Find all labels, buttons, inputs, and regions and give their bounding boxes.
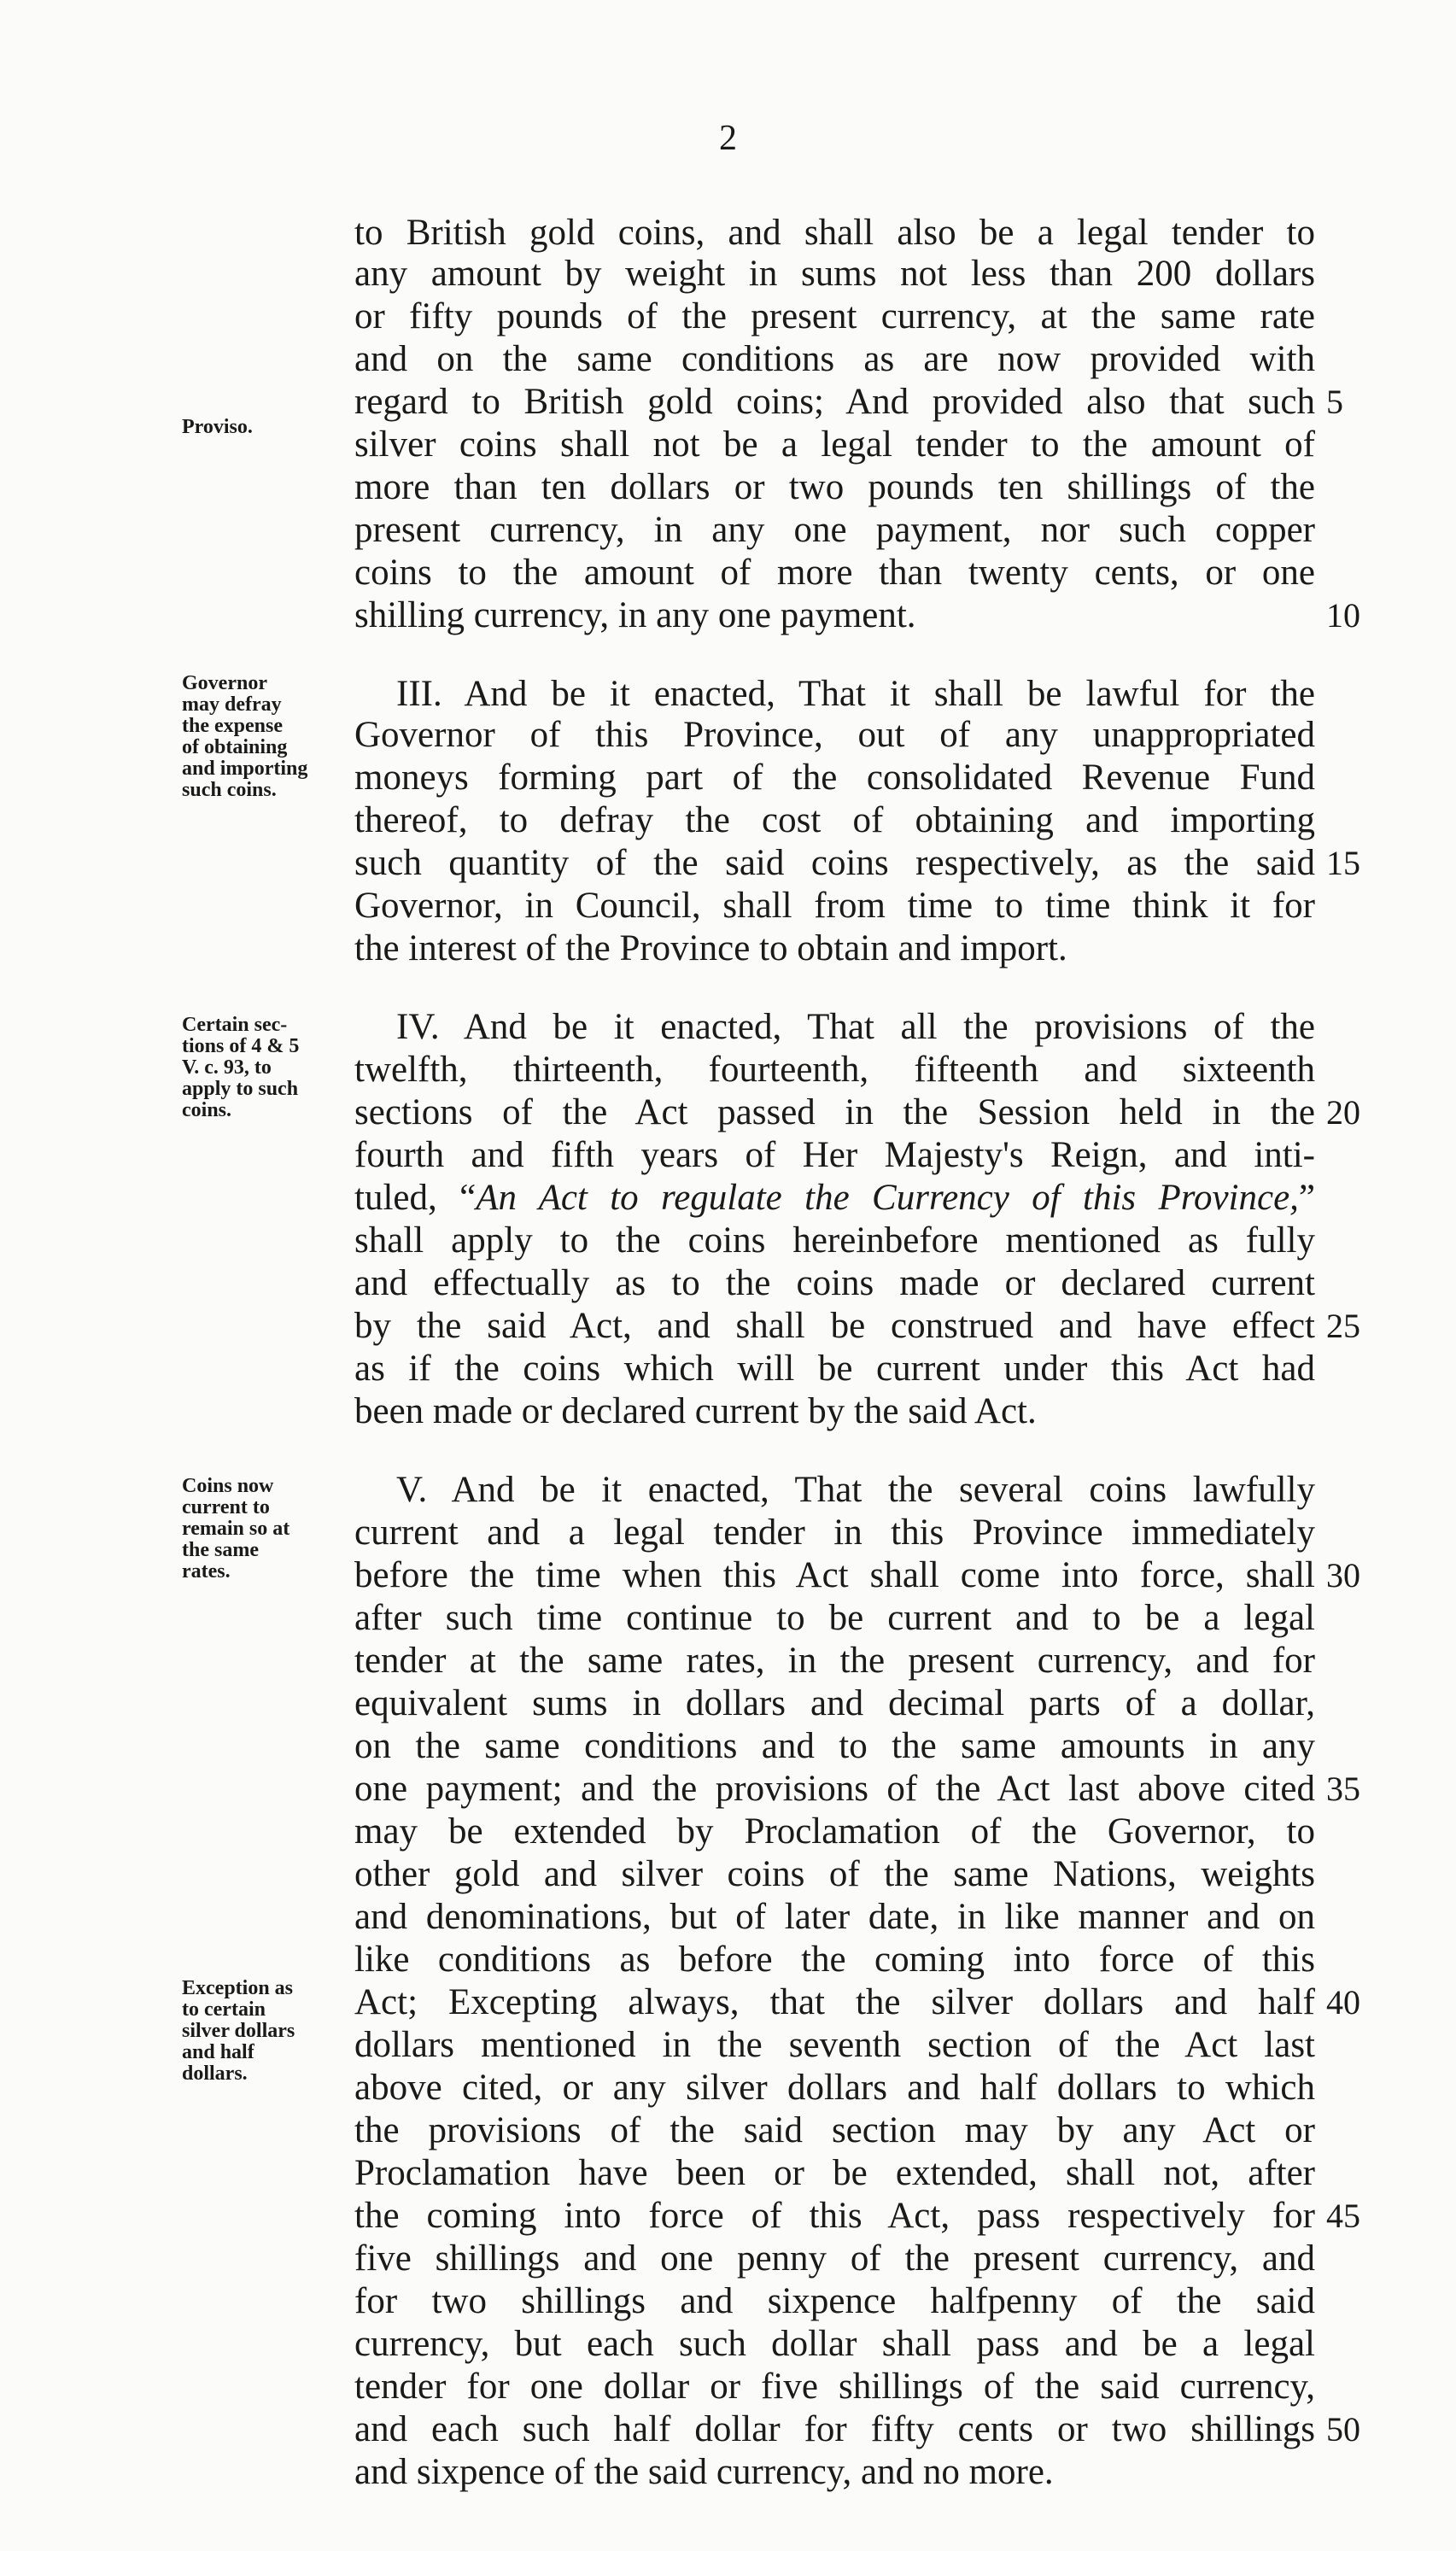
text-line: current and a legal tender in this Province immediately — [354, 1512, 1315, 1553]
line-number: 40 — [1326, 1983, 1360, 2021]
margin-note — [182, 1978, 353, 2085]
text-line: fourth and fifth years of Her Majesty's Reign, and inti- — [354, 1135, 1315, 1175]
margin-note-line: the same — [182, 1539, 259, 1561]
text-line: to British gold coins, and shall also be a legal tender to — [354, 213, 1315, 253]
text-line: or fifty pounds of the present currency, at the same rate — [354, 296, 1315, 336]
text-line: and denominations, but of later date, in like manner and on — [354, 1897, 1315, 1937]
text-line: above cited, or any silver dollars and half dollars to which — [354, 2068, 1315, 2108]
text-line: moneys forming part of the consolidated Revenue Fund — [354, 758, 1315, 798]
text-line: any amount by weight in sums not less than 200 dollars — [354, 254, 1315, 294]
text-line: on the same conditions and to the same amounts in any — [354, 1726, 1315, 1766]
text-line: equivalent sums in dollars and decimal parts of a dollar, — [354, 1683, 1315, 1723]
text-line: Governor, in Council, shall from time to time think it for — [354, 886, 1315, 926]
text-line: tender for one dollar or five shillings of the said currency, — [354, 2367, 1315, 2407]
line-number: 10 — [1326, 596, 1360, 635]
line-number: 5 — [1326, 383, 1343, 421]
text-line: and each such half dollar for fifty cents or two shillings — [354, 2409, 1315, 2449]
text-line-segment: ” — [1298, 1178, 1315, 1218]
text-line: Governor of this Province, out of any unappropriated — [354, 715, 1315, 755]
line-number: 35 — [1326, 1770, 1360, 1808]
text-line: such quantity of the said coins respectively, as the said — [354, 843, 1315, 883]
margin-note-line: such coins. — [182, 779, 277, 801]
margin-note-line: the expense — [182, 715, 283, 737]
text-line: dollars mentioned in the seventh section of the Act last — [354, 2025, 1315, 2065]
text-line: Proclamation have been or be extended, shall not, after — [354, 2153, 1315, 2193]
margin-note-line: silver dollars — [182, 2020, 295, 2042]
text-line: by the said Act, and shall be construed and have effect — [354, 1306, 1315, 1346]
text-line-segment: tuled, “ — [354, 1178, 477, 1218]
margin-note — [182, 1015, 353, 1121]
text-line: V. And be it enacted, That the several coins lawfully — [396, 1470, 1315, 1510]
text-line: present currency, in any one payment, nor such copper — [354, 510, 1315, 550]
margin-note-line: Proviso. — [182, 416, 253, 438]
text-line: as if the coins which will be current under this Act had — [354, 1349, 1315, 1389]
line-number: 45 — [1326, 2197, 1360, 2235]
margin-note-line: remain so at — [182, 1518, 290, 1540]
text-line: been made or declared current by the said Act. — [354, 1391, 1037, 1431]
margin-note-line: coins. — [182, 1099, 232, 1121]
line-number: 50 — [1326, 2410, 1360, 2449]
margin-note-line: V. c. 93, to — [182, 1056, 272, 1079]
margin-note-line: Exception as — [182, 1977, 294, 1999]
text-line: tender at the same rates, in the present currency, and for — [354, 1641, 1315, 1681]
margin-note-line: Certain sec- — [182, 1014, 288, 1036]
text-line: may be extended by Proclamation of the Governor, to — [354, 1811, 1315, 1852]
text-line: Act; Excepting always, that the silver dollars and half — [354, 1982, 1315, 2022]
text-line: coins to the amount of more than twenty cents, or one — [354, 553, 1315, 593]
text-line: more than ten dollars or two pounds ten shillings of the — [354, 467, 1315, 507]
text-line: other gold and silver coins of the same Nations, weights — [354, 1854, 1315, 1894]
margin-note-line: and importing — [182, 758, 308, 780]
text-line: after such time continue to be current and to be a legal — [354, 1598, 1315, 1638]
text-line: five shillings and one penny of the present currency, and — [354, 2238, 1315, 2279]
text-line: twelfth, thirteenth, fourteenth, fifteenth and sixteenth — [354, 1050, 1315, 1090]
margin-note-line: Coins now — [182, 1475, 274, 1497]
text-line: shilling currency, in any one payment. — [354, 595, 916, 635]
text-line: the coming into force of this Act, pass respectively for — [354, 2196, 1315, 2236]
margin-note-line: current to — [182, 1496, 270, 1518]
text-line: IV. And be it enacted, That all the provisions of the — [396, 1007, 1315, 1047]
margin-note-line: tions of 4 & 5 — [182, 1035, 300, 1057]
text-line: regard to British gold coins; And provided also that such — [354, 382, 1315, 422]
margin-note-line: apply to such — [182, 1078, 299, 1100]
page-number: 2 — [719, 119, 737, 158]
margin-note — [182, 1476, 353, 1583]
line-number: 15 — [1326, 844, 1360, 882]
line-number: 25 — [1326, 1307, 1360, 1345]
line-number: 30 — [1326, 1556, 1360, 1594]
text-line: shall apply to the coins hereinbefore mentioned as fully — [354, 1220, 1315, 1261]
line-number: 20 — [1326, 1093, 1360, 1132]
text-line: thereof, to defray the cost of obtaining and importing — [354, 800, 1315, 840]
text-line: III. And be it enacted, That it shall be lawful for the — [396, 674, 1315, 714]
text-line: the provisions of the said section may by any Act or — [354, 2110, 1315, 2150]
text-line: for two shillings and sixpence halfpenny of the said — [354, 2281, 1315, 2321]
text-line — [354, 1177, 1315, 1220]
text-line: currency, but each such dollar shall pass and be a legal — [354, 2324, 1315, 2364]
margin-note — [182, 417, 353, 438]
act-title: An Act to regulate the Currency of this Province, — [476, 1178, 1299, 1218]
margin-note-line: dollars. — [182, 2062, 248, 2085]
text-line: before the time when this Act shall come into force, shall — [354, 1555, 1315, 1595]
margin-note — [182, 673, 353, 801]
margin-note-line: to certain — [182, 1998, 266, 2021]
text-line: and effectually as to the coins made or declared current — [354, 1263, 1315, 1303]
text-line: one payment; and the provisions of the Act last above cited — [354, 1769, 1315, 1809]
margin-note-line: may defray — [182, 693, 282, 716]
margin-note-line: Governor — [182, 672, 267, 694]
text-line: silver coins shall not be a legal tender to the amount of — [354, 424, 1315, 465]
text-line: like conditions as before the coming into force of this — [354, 1940, 1315, 1980]
text-line: sections of the Act passed in the Session held in the — [354, 1092, 1315, 1132]
margin-note-line: and half — [182, 2041, 254, 2063]
text-line: and on the same conditions as are now provided with — [354, 339, 1315, 379]
text-line: the interest of the Province to obtain and import. — [354, 928, 1067, 968]
text-line: and sixpence of the said currency, and no more. — [354, 2452, 1054, 2492]
margin-note-line: of obtaining — [182, 736, 288, 758]
margin-note-line: rates. — [182, 1560, 231, 1583]
